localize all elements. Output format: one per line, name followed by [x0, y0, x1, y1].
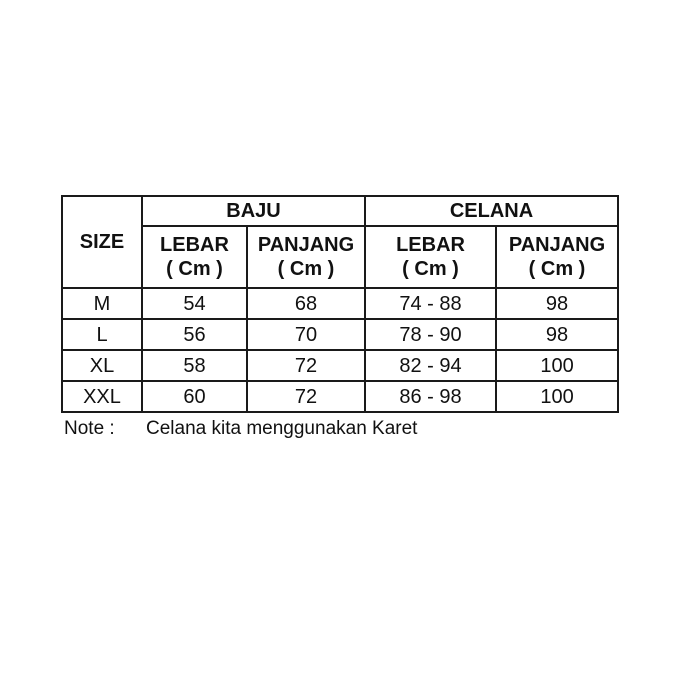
table-row	[62, 319, 618, 350]
celana-panjang-cell: 100	[496, 350, 618, 381]
baju-panjang-cell: 72	[247, 381, 365, 412]
size-header: SIZE	[62, 196, 142, 288]
size-cell: M	[62, 288, 142, 319]
group-header-celana: CELANA	[365, 196, 618, 226]
baju-lebar-header: LEBAR	[142, 226, 247, 257]
baju-panjang-cell: 68	[247, 288, 365, 319]
baju-lebar-cell: 56	[142, 319, 247, 350]
group-header-baju: BAJU	[142, 196, 365, 226]
celana-panjang-cell: 98	[496, 319, 618, 350]
celana-panjang-unit: ( Cm )	[496, 257, 618, 288]
celana-panjang-header: PANJANG	[496, 226, 618, 257]
baju-lebar-cell: 54	[142, 288, 247, 319]
baju-lebar-unit: ( Cm )	[142, 257, 247, 288]
celana-lebar-cell: 86 - 98	[365, 381, 496, 412]
celana-lebar-cell: 82 - 94	[365, 350, 496, 381]
baju-lebar-cell: 60	[142, 381, 247, 412]
baju-panjang-cell: 70	[247, 319, 365, 350]
baju-panjang-unit: ( Cm )	[247, 257, 365, 288]
size-cell: XXL	[62, 381, 142, 412]
sub-header-row	[62, 226, 618, 257]
celana-panjang-cell: 100	[496, 381, 618, 412]
table-row	[62, 381, 618, 412]
celana-panjang-cell: 98	[496, 288, 618, 319]
baju-lebar-cell: 58	[142, 350, 247, 381]
celana-lebar-cell: 78 - 90	[365, 319, 496, 350]
table-row	[62, 350, 618, 381]
unit-row	[62, 257, 618, 288]
group-header-row	[62, 196, 618, 226]
note	[64, 418, 417, 440]
celana-lebar-header: LEBAR	[365, 226, 496, 257]
note-label: Note :	[64, 418, 115, 439]
size-chart-table	[61, 195, 619, 413]
celana-lebar-cell: 74 - 88	[365, 288, 496, 319]
baju-panjang-cell: 72	[247, 350, 365, 381]
celana-lebar-unit: ( Cm )	[365, 257, 496, 288]
size-cell: XL	[62, 350, 142, 381]
baju-panjang-header: PANJANG	[247, 226, 365, 257]
size-cell: L	[62, 319, 142, 350]
note-text: Celana kita menggunakan Karet	[146, 418, 418, 439]
table-row	[62, 288, 618, 319]
